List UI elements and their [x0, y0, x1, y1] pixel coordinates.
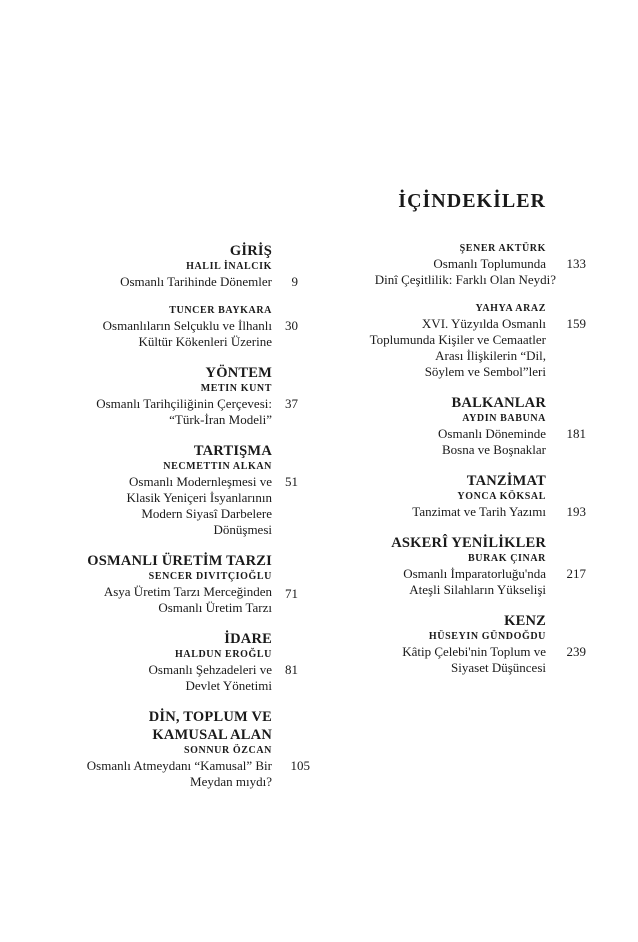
entry-title: “Türk-İran Modeli”	[169, 412, 272, 427]
entry-author: AYDIN BABUNA	[462, 413, 546, 424]
entry-page-number: 181	[566, 426, 586, 441]
section-heading: GİRİŞ	[229, 243, 272, 259]
section-heading: TARTIŞMA	[193, 443, 272, 459]
entry-title: Osmanlı Üretim Tarzı	[158, 600, 272, 615]
toc-entry[interactable]	[60, 552, 300, 616]
section-heading: YÖNTEM	[205, 365, 272, 381]
toc-entry[interactable]	[332, 242, 590, 288]
toc-entry[interactable]	[332, 472, 590, 520]
toc-entry[interactable]	[332, 394, 590, 458]
entry-title: Klasik Yeniçeri İsyanlarının	[126, 490, 272, 505]
entry-author: HALDUN EROĞLU	[175, 649, 272, 660]
entry-title: XVI. Yüzyılda Osmanlı	[421, 316, 546, 331]
entry-title: Osmanlı Tarihçiliğinin Çerçevesi:	[96, 396, 272, 411]
toc-entry[interactable]	[332, 534, 590, 598]
entry-author: HALIL İNALCIK	[186, 261, 272, 272]
entry-title: Asya Üretim Tarzı Merceğinden	[103, 584, 272, 599]
entry-title: Modern Siyasî Darbelere	[141, 506, 272, 521]
entry-page-number: 81	[285, 662, 298, 677]
section-heading: ASKERÎ YENİLİKLER	[391, 535, 546, 551]
toc-entry[interactable]	[60, 364, 300, 428]
entry-author: NECMETTIN ALKAN	[163, 461, 272, 472]
entry-page-number: 51	[285, 474, 298, 489]
entry-title: Kâtip Çelebi'nin Toplum ve	[402, 644, 546, 659]
toc-entry[interactable]	[332, 302, 590, 380]
entry-title: Siyaset Düşüncesi	[451, 660, 546, 675]
toc-entry[interactable]	[332, 612, 590, 676]
entry-author: BURAK ÇINAR	[468, 553, 546, 564]
section-heading: BALKANLAR	[451, 395, 546, 411]
entry-title: Osmanlı Tarihinde Dönemler	[120, 274, 272, 289]
toc-entry[interactable]	[60, 242, 300, 290]
toc-entry[interactable]	[60, 708, 310, 790]
entry-title: Toplumunda Kişiler ve Cemaatler	[369, 332, 546, 347]
entry-author: YONCA KÖKSAL	[457, 491, 546, 502]
entry-page-number: 159	[566, 316, 586, 331]
entry-title: Dönüşmesi	[213, 522, 272, 537]
entry-page-number: 71	[285, 586, 298, 601]
entry-title: Bosna ve Boşnaklar	[442, 442, 546, 457]
page-title: İÇİNDEKİLER	[398, 190, 546, 212]
entry-title: Kültür Kökenleri Üzerine	[138, 334, 272, 349]
entry-title: Arası İlişkilerin “Dil,	[435, 348, 546, 363]
entry-title: Dinî Çeşitlilik: Farklı Olan Neydi?	[374, 272, 556, 287]
entry-title: Devlet Yönetimi	[185, 678, 272, 693]
entry-title: Osmanlı Modernleşmesi ve	[129, 474, 272, 489]
entry-author: YAHYA ARAZ	[475, 303, 546, 314]
entry-page-number: 105	[290, 758, 310, 773]
section-heading: İDARE	[224, 631, 272, 647]
entry-author: SONNUR ÖZCAN	[183, 745, 272, 756]
entry-title: Tanzimat ve Tarih Yazımı	[412, 504, 546, 519]
entry-page-number: 9	[291, 274, 298, 289]
toc-entry[interactable]	[60, 630, 300, 694]
entry-author: SENCER DIVITÇIOĞLU	[148, 571, 272, 582]
entry-page-number: 37	[285, 396, 298, 411]
entry-author: HÜSEYIN GÜNDOĞDU	[428, 631, 546, 642]
entry-title: Osmanlı Döneminde	[438, 426, 546, 441]
entry-author: METIN KUNT	[200, 383, 272, 394]
toc-right-column	[332, 242, 590, 676]
section-heading: DİN, TOPLUM VE KAMUSAL ALAN	[148, 709, 272, 743]
entry-page-number: 133	[566, 256, 586, 271]
entry-title: Osmanlı Atmeydanı “Kamusal” Bir	[86, 758, 272, 773]
entry-author: TUNCER BAYKARA	[169, 305, 272, 316]
entry-title: Osmanlıların Selçuklu ve İlhanlı	[102, 318, 272, 333]
section-heading: KENZ	[504, 613, 546, 629]
entry-title: Osmanlı Toplumunda	[433, 256, 546, 271]
entry-page-number: 217	[566, 566, 586, 581]
section-heading: OSMANLI ÜRETİM TARZI	[87, 553, 272, 569]
toc-entry[interactable]	[60, 442, 300, 538]
entry-title: Ateşli Silahların Yükselişi	[409, 582, 546, 597]
toc-entry[interactable]	[60, 304, 300, 350]
entry-title: Osmanlı İmparatorluğu'nda	[403, 566, 546, 581]
entry-title: Osmanlı Şehzadeleri ve	[148, 662, 272, 677]
entry-page-number: 193	[566, 504, 586, 519]
entry-page-number: 239	[566, 644, 586, 659]
entry-author: ŞENER AKTÜRK	[459, 243, 546, 254]
section-heading: TANZİMAT	[466, 473, 546, 489]
entry-page-number: 30	[285, 318, 298, 333]
toc-left-column	[60, 242, 310, 790]
entry-title: Söylem ve Sembol”leri	[424, 364, 546, 379]
entry-title: Meydan mıydı?	[190, 774, 272, 789]
